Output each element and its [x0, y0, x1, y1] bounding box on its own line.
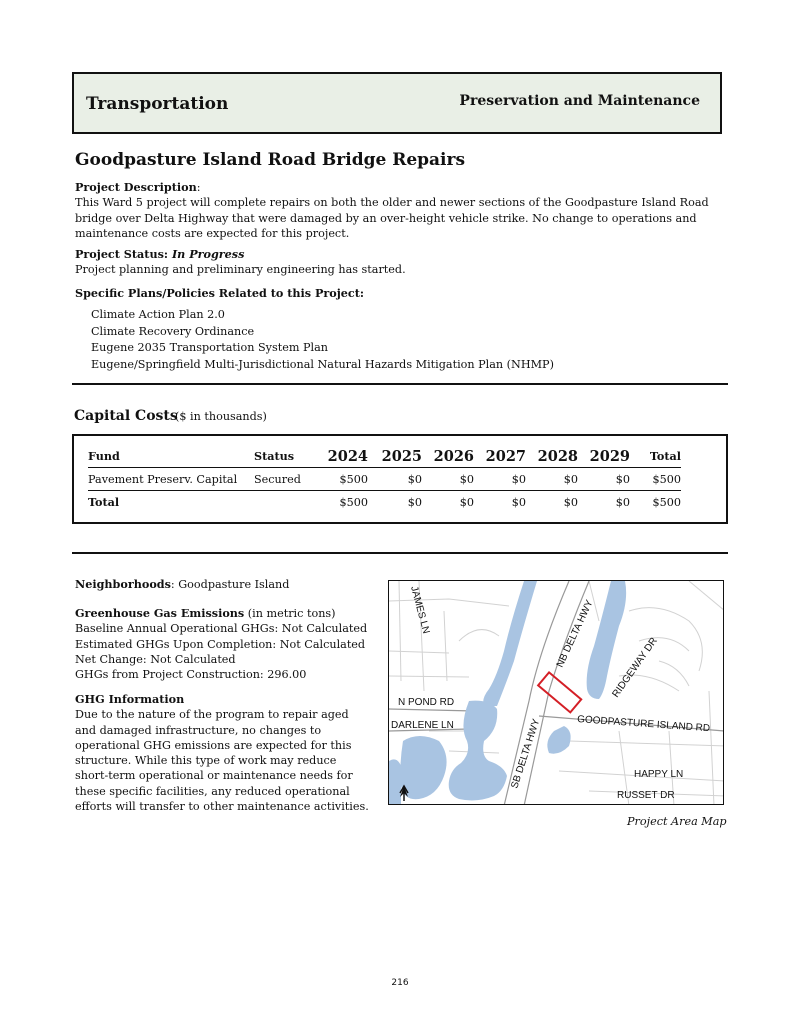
map-caption: Project Area Map	[627, 815, 727, 828]
divider	[72, 383, 728, 385]
header-status: Status	[254, 445, 315, 468]
total-value-cell: $0	[563, 495, 578, 509]
map-label-happy: HAPPY LN	[634, 769, 684, 780]
project-location-marker	[538, 672, 581, 712]
ghg-info-label: GHG Information	[75, 692, 185, 706]
description-text: This Ward 5 project will complete repairs on both the older and newer sections of the Goodpasture Island Road bridge over Delta Highway that were damaged by an over-height vehicle strike. No change to operations and maintenance costs are expected for this project.	[75, 196, 709, 240]
header-year: 2029	[578, 445, 630, 468]
total-row	[88, 491, 681, 514]
header-year: 2027	[474, 445, 526, 468]
page-number: 216	[391, 978, 409, 988]
value-cell: $0	[368, 468, 422, 491]
header-year: 2024	[315, 445, 368, 468]
neighborhoods: Neighborhoods: Goodpasture Island	[75, 577, 290, 591]
ghg-line: Baseline Annual Operational GHGs: Not Calculated	[75, 622, 368, 636]
fund-cell: Pavement Preserv. Capital	[88, 468, 254, 491]
capital-costs-title: Capital Costs	[74, 408, 178, 424]
total-value-cell: $0	[407, 495, 422, 509]
ghg-unit: (in metric tons)	[247, 607, 336, 620]
plan-item: Climate Action Plan 2.0	[91, 308, 225, 321]
total-value-cell: $0	[511, 495, 526, 509]
table-row	[88, 468, 681, 491]
total-cell: $500	[630, 468, 681, 491]
ghg-section	[75, 606, 375, 682]
plan-item: Eugene 2035 Transportation System Plan	[91, 341, 328, 355]
header-total: Total	[630, 445, 681, 468]
total-value-cell: $0	[615, 495, 630, 509]
total-value-cell: $500	[339, 495, 368, 509]
plan-item: Climate Recovery Ordinance	[91, 324, 255, 338]
divider	[72, 552, 728, 554]
map-label-james: JAMES LN	[408, 584, 432, 636]
neighborhoods-label: Neighborhoods	[75, 577, 171, 591]
value-cell: $500	[315, 468, 368, 491]
status-label: Project Status	[75, 247, 164, 261]
header-year: 2026	[422, 445, 474, 468]
map-label-n-pond: N POND RD	[398, 697, 455, 708]
map-label-russet: RUSSET DR	[617, 790, 675, 801]
status-cell: Secured	[254, 468, 315, 491]
value-cell: $0	[422, 468, 474, 491]
neighborhoods-value: Goodpasture Island	[178, 578, 290, 591]
ghg-line: Estimated GHGs Upon Completion: Not Calculated	[75, 637, 366, 651]
value-cell: $0	[474, 468, 526, 491]
map-label-nb-delta: NB DELTA HWY	[554, 598, 596, 670]
description-label: Project Description	[75, 180, 197, 194]
total-value-cell: $0	[459, 495, 474, 509]
header-fund: Fund	[88, 445, 254, 468]
capital-costs-table-box	[72, 434, 728, 524]
map-label-goodpasture: GOODPASTURE ISLAND RD	[576, 714, 711, 735]
table-header-row	[88, 445, 681, 468]
map-graphic	[389, 581, 724, 805]
value-cell: $0	[526, 468, 578, 491]
section-title: Transportation	[86, 94, 229, 114]
map-label-sb-delta: SB DELTA HWY	[509, 717, 543, 790]
ghg-label: Greenhouse Gas Emissions	[75, 606, 245, 620]
capital-costs-unit: ($ in thousands)	[175, 410, 267, 423]
ghg-line: GHGs from Project Construction: 296.00	[75, 668, 307, 682]
capital-costs-table	[88, 445, 681, 513]
value-cell: $0	[578, 468, 630, 491]
header-year: 2025	[368, 445, 422, 468]
ghg-info-section	[75, 692, 373, 814]
map-label-darlene: DARLENE LN	[391, 720, 454, 731]
plans-list	[91, 307, 554, 373]
section-subtitle: Preservation and Maintenance	[459, 93, 700, 109]
total-label: Total	[88, 495, 120, 509]
status-text: Project planning and preliminary engineering has started.	[75, 263, 406, 277]
plan-item: Eugene/Springfield Multi-Jurisdictional Natural Hazards Mitigation Plan (NHMP)	[91, 357, 554, 371]
plans-label: Specific Plans/Policies Related to this Project:	[75, 286, 365, 300]
header-year: 2028	[526, 445, 578, 468]
project-status: Project Status: In Progress Project planning and preliminary engineering has started.	[75, 247, 406, 277]
project-title: Goodpasture Island Road Bridge Repairs	[75, 150, 466, 170]
status-value: In Progress	[171, 247, 245, 261]
section-header	[72, 72, 722, 134]
map-label-ridgeway: RIDGEWAY DR	[610, 635, 660, 700]
ghg-info-text: Due to the nature of the program to repair aged and damaged infrastructure, no changes to operational GHG emissions are expected for this structure. While this type of work may reduce short-term operational or maintenance needs for these specific facilities, any reduced operational efforts will transfer to other maintenance activities.	[75, 708, 369, 814]
project-area-map	[388, 580, 724, 805]
ghg-line: Net Change: Not Calculated	[75, 652, 236, 666]
project-description: Project Description: This Ward 5 project will complete repairs on both the older and newer sections of the Goodpasture Island Road bridge over Delta Highway that were damaged by an over-height vehicle strike. No change to operations and maintenance costs are expected for this project.	[75, 180, 709, 240]
grand-total-cell: $500	[652, 495, 681, 509]
